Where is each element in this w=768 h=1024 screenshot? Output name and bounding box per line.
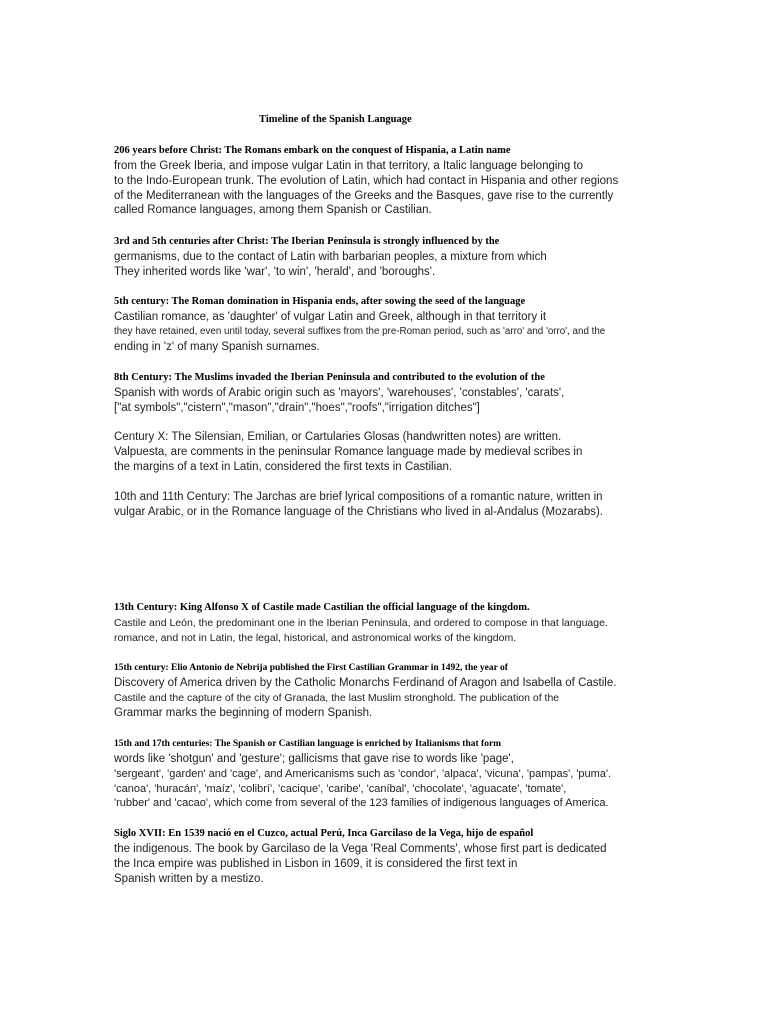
section-line: 10th and 11th Century: The Jarchas are brief lyrical compositions of a romantic nature, written in — [114, 491, 603, 503]
section-8th-century — [114, 370, 564, 416]
section-5th-century — [114, 294, 605, 354]
section-line: Castile and León, the predominant one in the Iberian Peninsula, and ordered to compose in that language. — [114, 617, 608, 629]
section-line: the indigenous. The book by Garcilaso de la Vega 'Real Comments', whose first part is dedicated — [114, 843, 607, 855]
section-heading: 13th Century: King Alfonso X of Castile made Castilian the official language of the kingdom. — [114, 602, 530, 613]
section-10th-11th-century — [114, 490, 603, 520]
section-line: called Romance languages, among them Spanish or Castilian. — [114, 204, 432, 217]
section-heading: Siglo XVII: En 1539 nació en el Cuzco, actual Perú, Inca Garcilaso de la Vega, hijo de español — [114, 828, 534, 839]
section-line: words like 'shotgun' and 'gesture'; gallicisms that gave rise to words like 'page', — [114, 753, 514, 765]
section-15th-17th-centuries — [114, 736, 611, 811]
section-heading: 206 years before Christ: The Romans embark on the conquest of Hispania, a Latin name — [114, 145, 511, 156]
section-line: romance, and not in Latin, the legal, historical, and astronomical works of the kingdom. — [114, 631, 517, 644]
section-3rd-5th-centuries — [114, 234, 547, 280]
section-line: 'rubber' and 'cacao', which come from several of the 123 families of indigenous languages of America. — [114, 797, 609, 810]
section-heading: 3rd and 5th centuries after Christ: The Iberian Peninsula is strongly influenced by the — [114, 236, 500, 247]
section-line: they have retained, even until today, several suffixes from the pre-Roman period, such as 'arro' and 'orro', and the — [114, 325, 606, 337]
section-206-bc — [114, 143, 618, 218]
section-line: to the Indo-European trunk. The evolution of Latin, which had contact in Hispania and other regions — [114, 174, 619, 187]
section-heading: 5th century: The Roman domination in Hispania ends, after sowing the seed of the language — [114, 296, 526, 307]
section-line: They inherited words like 'war', 'to win', 'herald', and 'boroughs'. — [114, 265, 436, 278]
section-line: germanisms, due to the contact of Latin with barbarian peoples, a mixture from which — [114, 251, 547, 263]
section-siglo-xvii — [114, 826, 607, 886]
section-line: Valpuesta, are comments in the peninsular Romance language made by medieval scribes in — [114, 445, 583, 458]
section-line: from the Greek Iberia, and impose vulgar Latin in that territory, a Italic language belonging to — [114, 160, 583, 172]
section-line: Century X: The Silensian, Emilian, or Cartularies Glosas (handwritten notes) are written. — [114, 431, 562, 443]
section-line: the Inca empire was published in Lisbon in 1609, it is considered the first text in — [114, 857, 518, 870]
section-line: vulgar Arabic, or in the Romance language of the Christians who lived in al-Andalus (Mozarabs). — [114, 505, 604, 518]
section-line: Castile and the capture of the city of Granada, the last Muslim stronghold. The publication of the — [114, 691, 560, 704]
section-heading: 15th and 17th centuries: The Spanish or Castilian language is enriched by Italianisms that form — [114, 739, 502, 749]
section-line: of the Mediterranean with the languages of the Greeks and the Basques, gave rise to the currently — [114, 189, 614, 202]
section-century-x — [114, 430, 582, 474]
section-line: 'sergeant', 'garden' and 'cage', and Americanisms such as 'condor', 'alpaca', 'vicuna', 'pampas', 'puma'. — [114, 767, 612, 780]
section-line: ["at symbols","cistern","mason","drain","hoes","roofs","irrigation ditches"] — [114, 401, 480, 414]
section-line: ending in 'z' of many Spanish surnames. — [114, 340, 320, 353]
section-heading: 8th Century: The Muslims invaded the Iberian Peninsula and contributed to the evolution of the — [114, 372, 545, 383]
section-line: the margins of a text in Latin, considered the first texts in Castilian. — [114, 460, 453, 473]
section-line: Castilian romance, as 'daughter' of vulgar Latin and Greek, although in that territory it — [114, 311, 547, 323]
document-title: Timeline of the Spanish Language — [259, 114, 412, 125]
section-line: 'canoa', 'huracán', 'maíz', 'colibrí', 'cacique', 'caribe', 'caníbal', 'chocolate', 'aguacate', 'tomate', — [114, 782, 567, 795]
section-heading: 15th century: Elio Antonio de Nebrija published the First Castilian Grammar in 1492, the year of — [114, 663, 508, 673]
section-line: Spanish with words of Arabic origin such as 'mayors', 'warehouses', 'constables', 'carats', — [114, 387, 565, 399]
section-13th-century — [114, 600, 608, 646]
section-15th-century — [114, 660, 616, 720]
section-line: Spanish written by a mestizo. — [114, 872, 264, 885]
section-line: Discovery of America driven by the Catholic Monarchs Ferdinand of Aragon and Isabella of Castile. — [114, 677, 617, 689]
section-line: Grammar marks the beginning of modern Spanish. — [114, 706, 373, 719]
